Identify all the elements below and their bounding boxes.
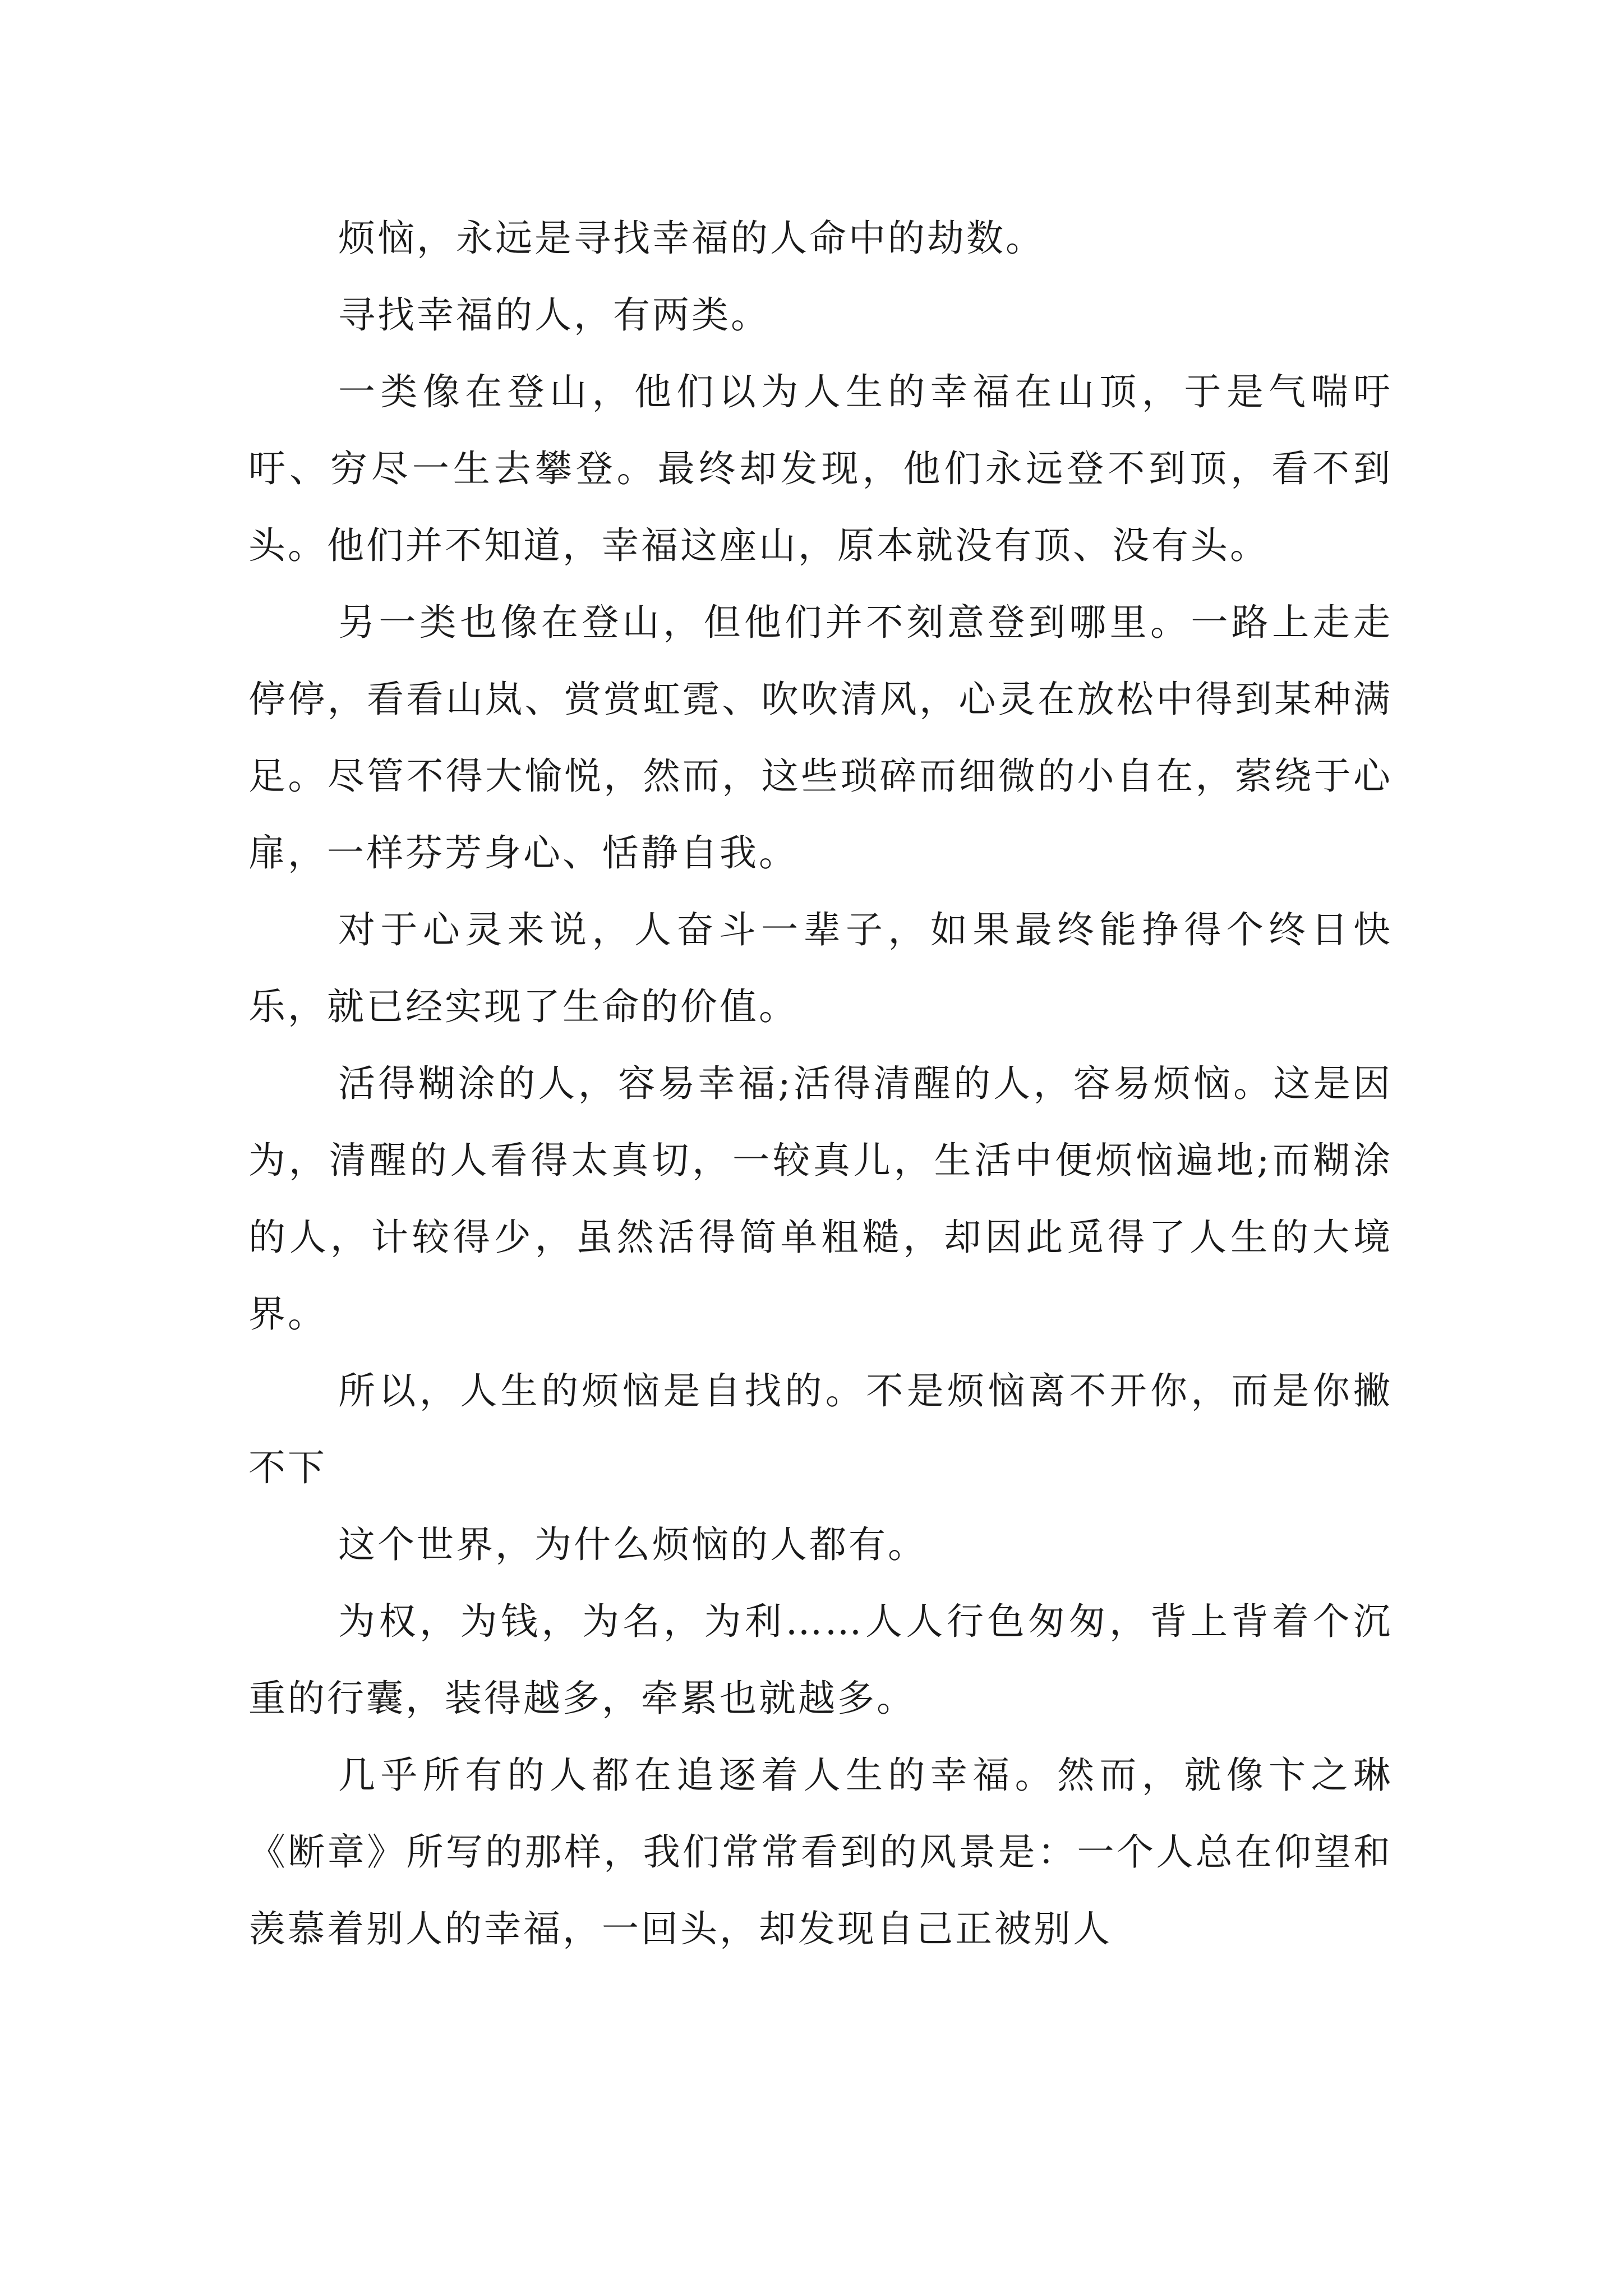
- paragraph: 所以，人生的烦恼是自找的。不是烦恼离不开你，而是你撇不下: [248, 1369, 1393, 1489]
- paragraph: 这个世界，为什么烦恼的人都有。: [338, 1523, 927, 1566]
- paragraph: 对于心灵来说，人奋斗一辈子，如果最终能挣得个终日快乐，就已经实现了生命的价值。: [248, 908, 1393, 1028]
- paragraph: 另一类也像在登山，但他们并不刻意登到哪里。一路上走走停停，看看山岚、赏赏虹霓、吹吹清风，心灵在放松中得到某种满足。尽管不得大愉悦，然而，这些琐碎而细微的小自在，萦绕于心扉，一样芬芳身心、恬静自我。: [248, 601, 1393, 875]
- paragraph: 寻找幸福的人，有两类。: [338, 293, 770, 337]
- paragraph: 活得糊涂的人，容易幸福;活得清醒的人，容易烦恼。这是因为，清醒的人看得太真切，一较真儿，生活中便烦恼遍地;而糊涂的人，计较得少，虽然活得简单粗糙，却因此觅得了人生的大境界。: [248, 1062, 1393, 1336]
- paragraph: 一类像在登山，他们以为人生的幸福在山顶，于是气喘吁吁、穷尽一生去攀登。最终却发现，他们永远登不到顶，看不到头。他们并不知道，幸福这座山，原本就没有顶、没有头。: [248, 370, 1393, 567]
- paragraph: 为权，为钱，为名，为利……人人行色匆匆，背上背着个沉重的行囊，装得越多，牵累也就越多。: [248, 1600, 1393, 1720]
- body-text: [248, 200, 1393, 1967]
- paragraph: 几乎所有的人都在追逐着人生的幸福。然而，就像卞之琳《断章》所写的那样，我们常常看到的风景是：一个人总在仰望和羡慕着别人的幸福，一回头，却发现自己正被别人: [248, 1754, 1393, 1950]
- paragraph: 烦恼，永远是寻找幸福的人命中的劫数。: [338, 217, 1045, 260]
